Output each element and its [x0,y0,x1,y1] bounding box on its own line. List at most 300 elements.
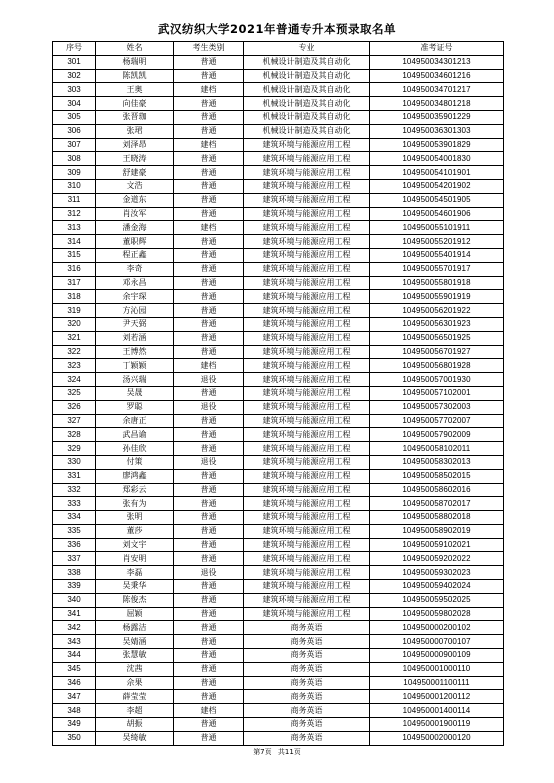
cell-major: 商务英语 [244,621,370,635]
cell-major: 建筑环境与能源应用工程 [244,511,370,525]
header-category: 考生类别 [174,42,244,56]
cell-name: 王博然 [96,345,174,359]
cell-name: 余唐正 [96,414,174,428]
cell-serial: 315 [53,248,96,262]
cell-category: 普通 [174,414,244,428]
cell-exam-id: 104950057702007 [370,414,504,428]
table-row [53,83,504,97]
cell-major: 建筑环境与能源应用工程 [244,359,370,373]
table-row [53,593,504,607]
cell-category: 普通 [174,110,244,124]
table-row [53,290,504,304]
cell-serial: 305 [53,110,96,124]
cell-name: 陈俊杰 [96,593,174,607]
cell-name: 程正鑫 [96,248,174,262]
cell-exam-id: 104950054201902 [370,179,504,193]
cell-major: 建筑环境与能源应用工程 [244,552,370,566]
cell-serial: 310 [53,179,96,193]
cell-major: 建筑环境与能源应用工程 [244,442,370,456]
cell-category: 普通 [174,580,244,594]
cell-exam-id: 104950055901919 [370,290,504,304]
cell-serial: 322 [53,345,96,359]
cell-exam-id: 104950001900119 [370,718,504,732]
cell-exam-id: 104950057102001 [370,386,504,400]
cell-major: 建筑环境与能源应用工程 [244,455,370,469]
cell-major: 机械设计制造及其自动化 [244,83,370,97]
cell-name: 吴婧涵 [96,635,174,649]
cell-name: 肖安明 [96,552,174,566]
table-row [53,138,504,152]
cell-major: 建筑环境与能源应用工程 [244,345,370,359]
cell-name: 佘果 [96,676,174,690]
cell-category: 普通 [174,621,244,635]
cell-major: 建筑环境与能源应用工程 [244,483,370,497]
cell-exam-id: 104950035901229 [370,110,504,124]
cell-exam-id: 104950001200112 [370,690,504,704]
table-row [53,580,504,594]
cell-category: 普通 [174,248,244,262]
cell-category: 普通 [174,497,244,511]
cell-major: 建筑环境与能源应用工程 [244,386,370,400]
cell-serial: 317 [53,276,96,290]
table-row [53,428,504,442]
cell-category: 普通 [174,593,244,607]
cell-exam-id: 104950001100111 [370,676,504,690]
cell-exam-id: 104950058502015 [370,469,504,483]
table-row [53,317,504,331]
cell-name: 郑彩云 [96,483,174,497]
cell-name: 汤兴瑞 [96,373,174,387]
cell-name: 金道东 [96,193,174,207]
cell-category: 普通 [174,317,244,331]
cell-major: 商务英语 [244,731,370,745]
table-row [53,718,504,732]
cell-category: 普通 [174,442,244,456]
cell-serial: 330 [53,455,96,469]
cell-serial: 349 [53,718,96,732]
table-row [53,345,504,359]
cell-serial: 326 [53,400,96,414]
cell-name: 文浩 [96,179,174,193]
cell-name: 李超 [96,704,174,718]
cell-name: 张珺 [96,124,174,138]
admission-list-table [52,41,504,746]
cell-serial: 303 [53,83,96,97]
cell-major: 建筑环境与能源应用工程 [244,317,370,331]
cell-major: 建筑环境与能源应用工程 [244,497,370,511]
cell-serial: 327 [53,414,96,428]
cell-category: 普通 [174,262,244,276]
cell-serial: 312 [53,207,96,221]
cell-major: 商务英语 [244,690,370,704]
cell-name: 李磊 [96,566,174,580]
cell-category: 普通 [174,124,244,138]
cell-category: 退役 [174,455,244,469]
cell-major: 建筑环境与能源应用工程 [244,400,370,414]
cell-exam-id: 104950034801218 [370,97,504,111]
cell-serial: 309 [53,166,96,180]
cell-category: 普通 [174,152,244,166]
table-row [53,152,504,166]
cell-serial: 334 [53,511,96,525]
cell-major: 建筑环境与能源应用工程 [244,538,370,552]
table-row [53,538,504,552]
cell-serial: 311 [53,193,96,207]
cell-category: 建档 [174,83,244,97]
cell-category: 建档 [174,704,244,718]
cell-serial: 318 [53,290,96,304]
cell-category: 普通 [174,290,244,304]
cell-category: 普通 [174,97,244,111]
cell-serial: 313 [53,221,96,235]
cell-serial: 346 [53,676,96,690]
cell-name: 陈凯凯 [96,69,174,83]
cell-major: 建筑环境与能源应用工程 [244,138,370,152]
table-row [53,635,504,649]
cell-serial: 341 [53,607,96,621]
table-row [53,511,504,525]
cell-exam-id: 104950055101911 [370,221,504,235]
cell-major: 建筑环境与能源应用工程 [244,276,370,290]
cell-name: 胡振 [96,718,174,732]
cell-name: 董莎 [96,524,174,538]
cell-major: 商务英语 [244,704,370,718]
cell-exam-id: 104950057302003 [370,400,504,414]
cell-serial: 335 [53,524,96,538]
cell-name: 张晋珈 [96,110,174,124]
cell-major: 建筑环境与能源应用工程 [244,235,370,249]
table-row [53,166,504,180]
cell-exam-id: 104950054101901 [370,166,504,180]
cell-name: 方沁园 [96,304,174,318]
cell-serial: 301 [53,55,96,69]
cell-serial: 319 [53,304,96,318]
cell-major: 建筑环境与能源应用工程 [244,207,370,221]
cell-serial: 331 [53,469,96,483]
cell-serial: 320 [53,317,96,331]
cell-serial: 325 [53,386,96,400]
cell-exam-id: 104950058802018 [370,511,504,525]
cell-category: 建档 [174,221,244,235]
cell-name: 武昌谕 [96,428,174,442]
cell-major: 建筑环境与能源应用工程 [244,152,370,166]
cell-name: 王晓涛 [96,152,174,166]
cell-major: 建筑环境与能源应用工程 [244,166,370,180]
cell-major: 建筑环境与能源应用工程 [244,580,370,594]
cell-serial: 304 [53,97,96,111]
table-row [53,400,504,414]
cell-name: 丁颖颖 [96,359,174,373]
cell-exam-id: 104950001000110 [370,662,504,676]
cell-category: 普通 [174,731,244,745]
cell-category: 普通 [174,235,244,249]
header-name: 姓名 [96,42,174,56]
cell-exam-id: 104950056501925 [370,331,504,345]
cell-major: 建筑环境与能源应用工程 [244,262,370,276]
cell-exam-id: 104950055701917 [370,262,504,276]
cell-major: 机械设计制造及其自动化 [244,97,370,111]
cell-name: 王奥 [96,83,174,97]
cell-major: 建筑环境与能源应用工程 [244,566,370,580]
table-row [53,690,504,704]
cell-serial: 343 [53,635,96,649]
cell-exam-id: 104950057001930 [370,373,504,387]
cell-name: 邓永昌 [96,276,174,290]
cell-serial: 307 [53,138,96,152]
cell-category: 普通 [174,207,244,221]
cell-name: 吴绮敏 [96,731,174,745]
cell-serial: 328 [53,428,96,442]
cell-serial: 329 [53,442,96,456]
cell-serial: 337 [53,552,96,566]
table-row [53,110,504,124]
cell-name: 杨瑞明 [96,55,174,69]
cell-category: 普通 [174,524,244,538]
cell-exam-id: 104950057902009 [370,428,504,442]
cell-name: 薛莹莹 [96,690,174,704]
cell-serial: 324 [53,373,96,387]
cell-major: 建筑环境与能源应用工程 [244,331,370,345]
cell-serial: 344 [53,649,96,663]
cell-serial: 323 [53,359,96,373]
cell-major: 建筑环境与能源应用工程 [244,469,370,483]
cell-major: 机械设计制造及其自动化 [244,124,370,138]
header-serial: 序号 [53,42,96,56]
cell-major: 商务英语 [244,718,370,732]
cell-exam-id: 104950034301213 [370,55,504,69]
cell-major: 建筑环境与能源应用工程 [244,304,370,318]
cell-major: 建筑环境与能源应用工程 [244,414,370,428]
table-row [53,607,504,621]
cell-serial: 333 [53,497,96,511]
cell-category: 退役 [174,400,244,414]
cell-category: 普通 [174,662,244,676]
cell-category: 普通 [174,676,244,690]
cell-serial: 350 [53,731,96,745]
cell-exam-id: 104950000200102 [370,621,504,635]
table-row [53,304,504,318]
cell-exam-id: 104950055401914 [370,248,504,262]
cell-name: 余宇琛 [96,290,174,304]
cell-name: 刘泽昂 [96,138,174,152]
cell-serial: 336 [53,538,96,552]
cell-exam-id: 104950036301303 [370,124,504,138]
cell-category: 建档 [174,359,244,373]
cell-exam-id: 104950058602016 [370,483,504,497]
table-row [53,262,504,276]
table-row [53,97,504,111]
cell-category: 普通 [174,345,244,359]
cell-name: 屈颖 [96,607,174,621]
cell-category: 普通 [174,718,244,732]
cell-exam-id: 104950058302013 [370,455,504,469]
cell-exam-id: 104950054001830 [370,152,504,166]
cell-exam-id: 104950055801918 [370,276,504,290]
cell-category: 退役 [174,566,244,580]
cell-category: 普通 [174,552,244,566]
table-row [53,552,504,566]
cell-name: 付策 [96,455,174,469]
table-header-row [53,42,504,56]
cell-major: 建筑环境与能源应用工程 [244,179,370,193]
cell-name: 张慧敏 [96,649,174,663]
cell-major: 商务英语 [244,635,370,649]
cell-category: 普通 [174,511,244,525]
cell-major: 建筑环境与能源应用工程 [244,193,370,207]
cell-serial: 340 [53,593,96,607]
table-row [53,179,504,193]
table-row [53,235,504,249]
cell-exam-id: 104950002000120 [370,731,504,745]
table-row [53,373,504,387]
cell-category: 普通 [174,193,244,207]
cell-exam-id: 104950001400114 [370,704,504,718]
cell-major: 机械设计制造及其自动化 [244,110,370,124]
cell-name: 廖鸿鑫 [96,469,174,483]
table-row [53,69,504,83]
cell-name: 孙佳欣 [96,442,174,456]
table-row [53,704,504,718]
cell-major: 商务英语 [244,676,370,690]
cell-name: 吴晟 [96,386,174,400]
table-row [53,386,504,400]
table-row [53,676,504,690]
cell-major: 商务英语 [244,649,370,663]
cell-major: 商务英语 [244,662,370,676]
cell-exam-id: 104950058102011 [370,442,504,456]
cell-category: 普通 [174,69,244,83]
cell-exam-id: 104950059402024 [370,580,504,594]
cell-exam-id: 104950055201912 [370,235,504,249]
cell-category: 普通 [174,649,244,663]
cell-exam-id: 104950056701927 [370,345,504,359]
table-row [53,55,504,69]
cell-name: 向佳豪 [96,97,174,111]
cell-category: 普通 [174,276,244,290]
cell-exam-id: 104950058902019 [370,524,504,538]
cell-major: 机械设计制造及其自动化 [244,69,370,83]
table-row [53,455,504,469]
cell-major: 建筑环境与能源应用工程 [244,221,370,235]
cell-exam-id: 104950058702017 [370,497,504,511]
cell-category: 普通 [174,538,244,552]
cell-serial: 332 [53,483,96,497]
cell-category: 普通 [174,635,244,649]
cell-serial: 314 [53,235,96,249]
cell-serial: 321 [53,331,96,345]
table-row [53,193,504,207]
cell-category: 普通 [174,331,244,345]
cell-category: 建档 [174,138,244,152]
table-row [53,469,504,483]
cell-exam-id: 104950059302023 [370,566,504,580]
cell-name: 肖汝军 [96,207,174,221]
table-row [53,566,504,580]
cell-category: 普通 [174,469,244,483]
cell-name: 尹天弼 [96,317,174,331]
cell-name: 张有为 [96,497,174,511]
cell-exam-id: 104950053901829 [370,138,504,152]
cell-serial: 316 [53,262,96,276]
table-row [53,207,504,221]
cell-category: 普通 [174,690,244,704]
cell-category: 普通 [174,483,244,497]
table-row [53,731,504,745]
header-exam-id: 准考证号 [370,42,504,56]
table-row [53,248,504,262]
cell-name: 吴秉华 [96,580,174,594]
table-row [53,662,504,676]
cell-exam-id: 104950056201922 [370,304,504,318]
cell-serial: 306 [53,124,96,138]
table-row [53,124,504,138]
cell-major: 建筑环境与能源应用工程 [244,248,370,262]
cell-serial: 302 [53,69,96,83]
cell-serial: 342 [53,621,96,635]
table-row [53,414,504,428]
cell-exam-id: 104950054501905 [370,193,504,207]
page-title: 武汉纺织大学2021年普通专升本预录取名单 [157,22,396,36]
cell-serial: 347 [53,690,96,704]
cell-serial: 338 [53,566,96,580]
cell-serial: 339 [53,580,96,594]
page-footer [0,747,554,757]
cell-major: 建筑环境与能源应用工程 [244,428,370,442]
cell-serial: 345 [53,662,96,676]
cell-name: 罗聪 [96,400,174,414]
total-pages: 共11页 [277,748,301,756]
cell-category: 普通 [174,607,244,621]
table-row [53,483,504,497]
cell-serial: 348 [53,704,96,718]
table-row [53,442,504,456]
cell-exam-id: 104950034601216 [370,69,504,83]
cell-name: 李奇 [96,262,174,276]
cell-exam-id: 104950059802028 [370,607,504,621]
cell-major: 建筑环境与能源应用工程 [244,607,370,621]
cell-name: 张明 [96,511,174,525]
table-row [53,524,504,538]
cell-exam-id: 104950056801928 [370,359,504,373]
cell-name: 刘文宇 [96,538,174,552]
page-number: 第7页 [253,748,272,756]
cell-name: 刘若涵 [96,331,174,345]
cell-exam-id: 104950034701217 [370,83,504,97]
cell-exam-id: 104950000700107 [370,635,504,649]
cell-category: 退役 [174,373,244,387]
table-row [53,331,504,345]
cell-category: 普通 [174,179,244,193]
cell-category: 普通 [174,428,244,442]
table-row [53,359,504,373]
table-body [53,55,504,745]
cell-exam-id: 104950059102021 [370,538,504,552]
header-major: 专业 [244,42,370,56]
table-row [53,221,504,235]
table-row [53,497,504,511]
cell-name: 董职辉 [96,235,174,249]
cell-exam-id: 104950056301923 [370,317,504,331]
cell-category: 普通 [174,55,244,69]
cell-serial: 308 [53,152,96,166]
cell-name: 杨露洁 [96,621,174,635]
cell-name: 潘金海 [96,221,174,235]
cell-major: 建筑环境与能源应用工程 [244,524,370,538]
cell-category: 普通 [174,304,244,318]
table-row [53,649,504,663]
cell-major: 建筑环境与能源应用工程 [244,290,370,304]
cell-exam-id: 104950059502025 [370,593,504,607]
